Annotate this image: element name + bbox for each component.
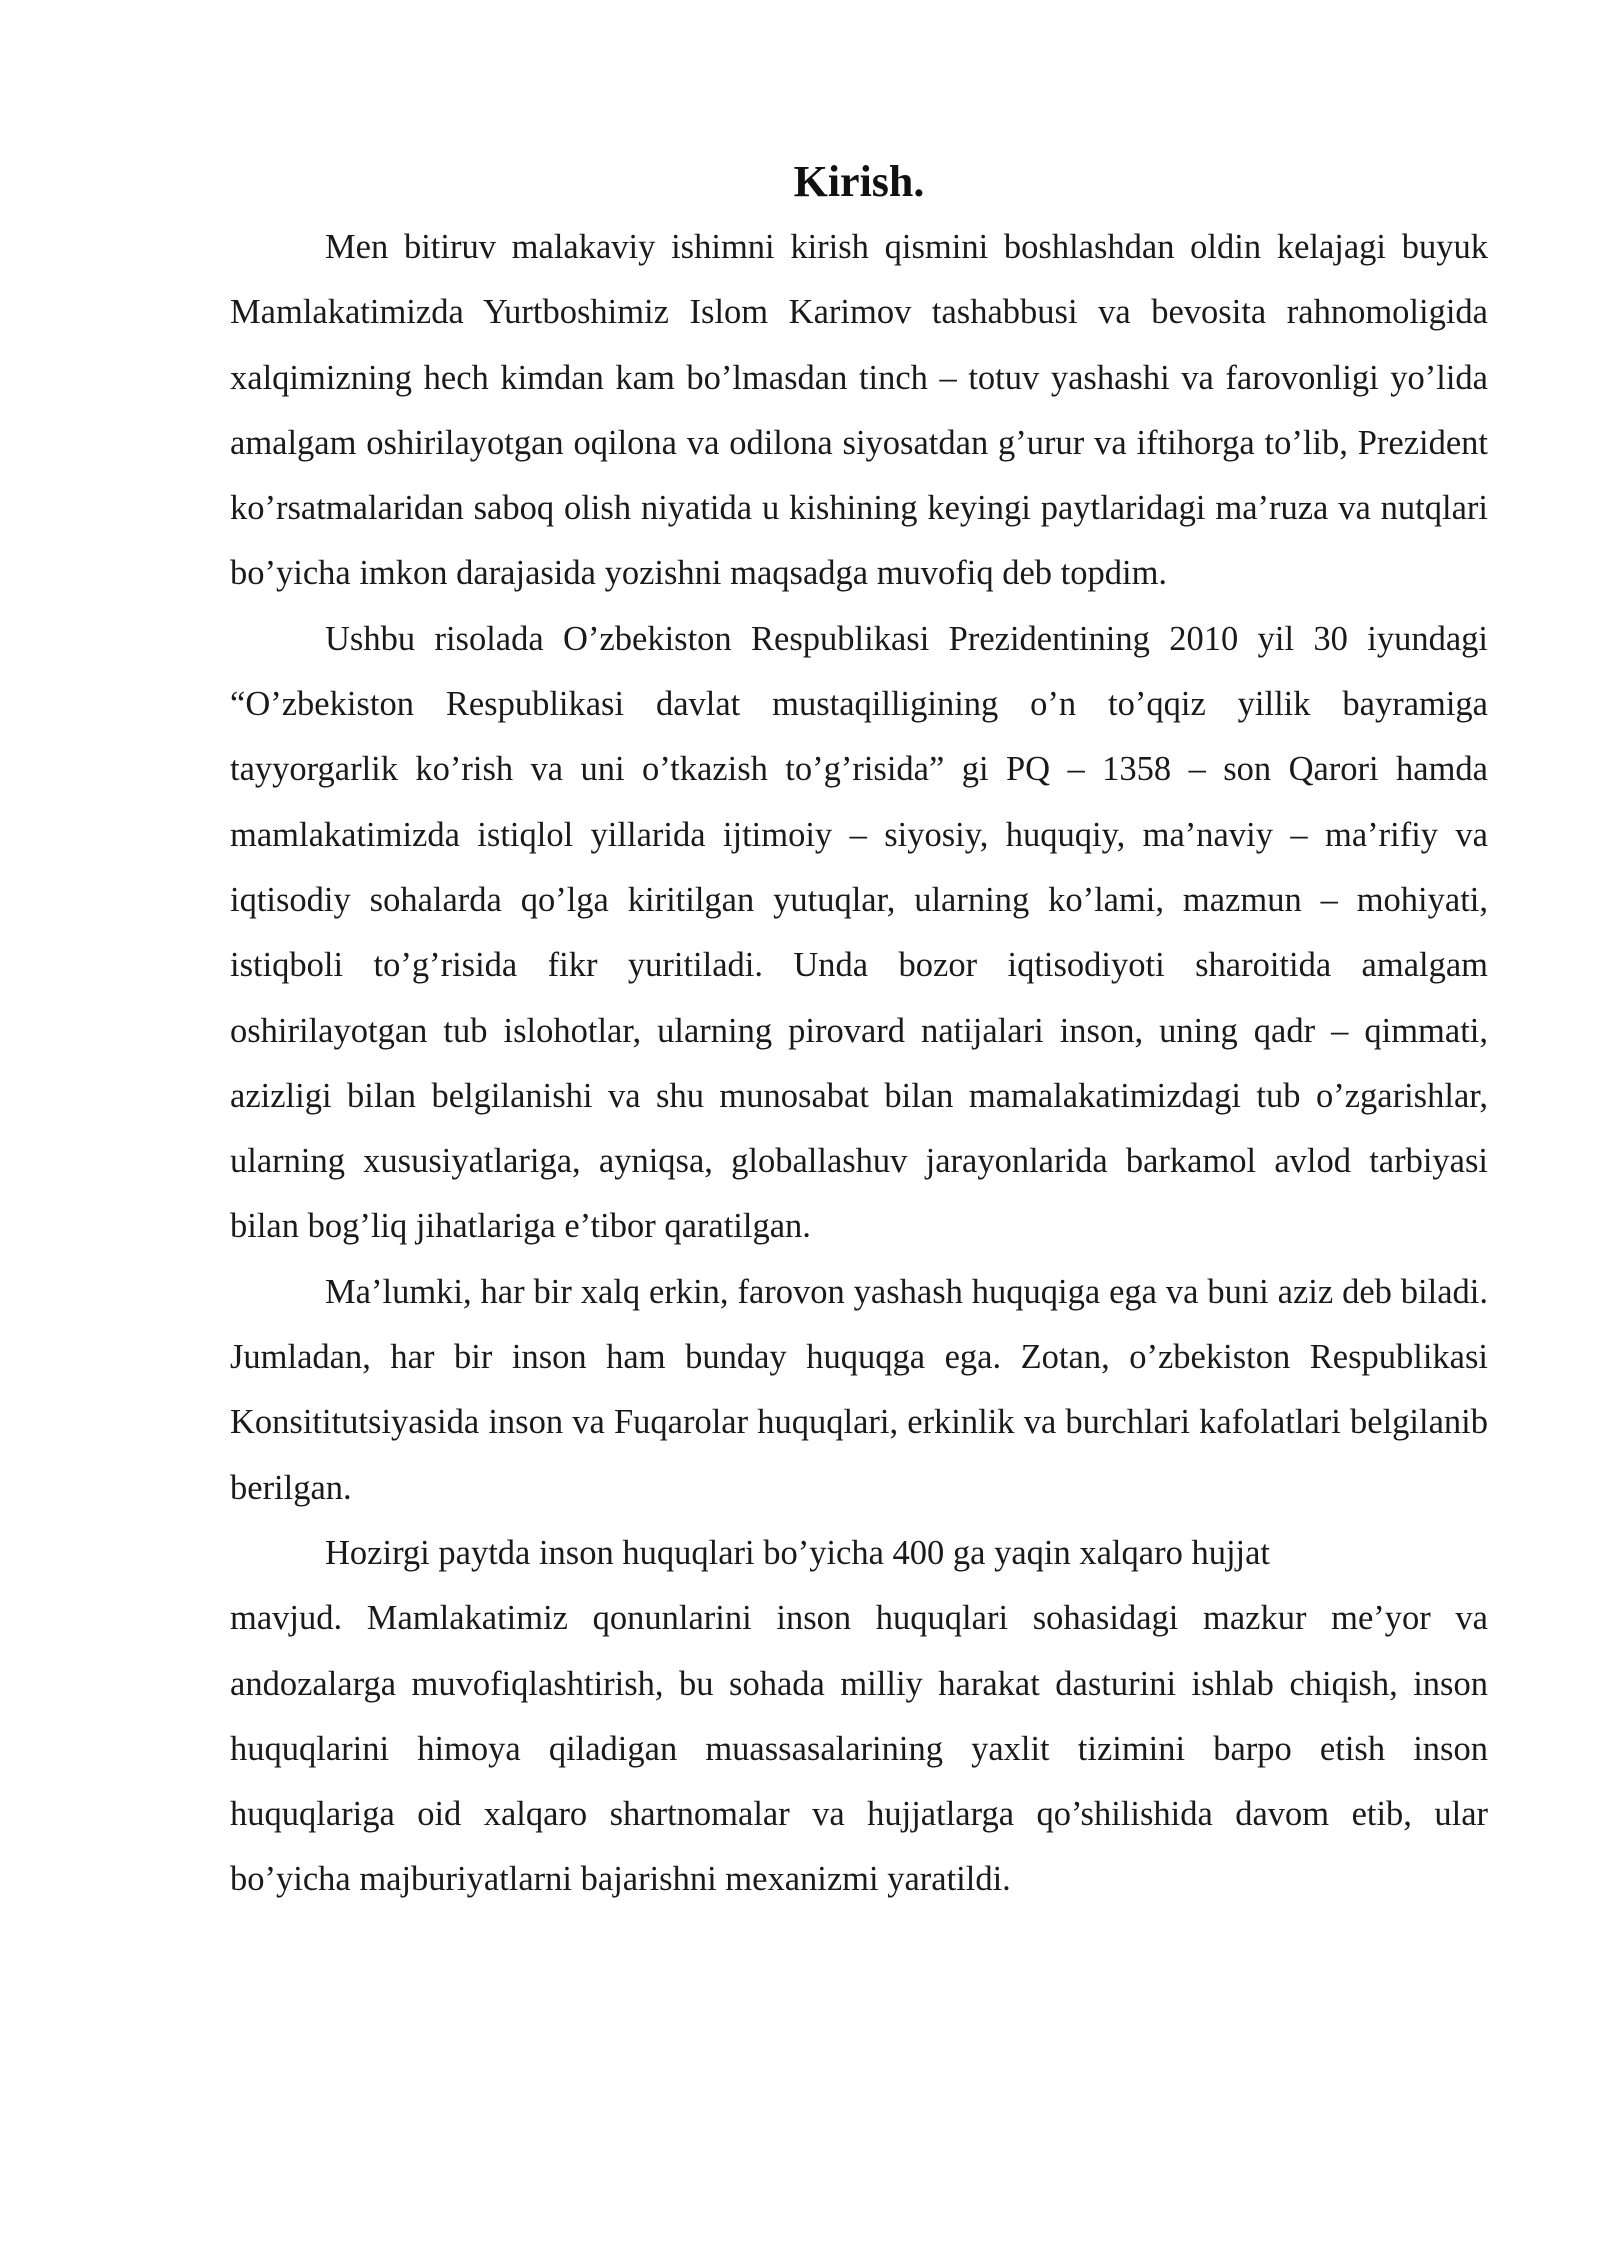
paragraph-4-continuation: mavjud. Mamlakatimiz qonunlarini inson huquqlari sohasidagi mazkur me’yor va andozalarga muvofiqlashtirish, bu sohada milliy harakat dasturini ishlab chiqish, inson huquqlarini himoya qiladigan muassasalarining yaxlit tizimini barpo etish inson huquqlariga oid xalqaro shartnomalar va hujjatlarga qo’shilishida davom etib, ular bo’yicha majburiyatlarni bajarishni mexanizmi yaratildi. [230,1599,1488,1899]
paragraph-2: Ushbu risolada O’zbekiston Respublikasi Prezidentining 2010 yil 30 iyundagi “O’zbekiston Respublikasi davlat mustaqilligining o’n to’qqiz yillik bayramiga tayyorgarlik ko’rish va uni o’tkazish to’g’risida” gi PQ – 1358 – son Qarori hamda mamlakatimizda istiqlol yillarida ijtimoiy – siyosiy, huquqiy, ma’naviy – ma’rifiy va iqtisodiy sohalarda qo’lga kiritilgan yutuqlar, ularning ko’lami, mazmun – mohiyati, istiqboli to’g’risida fikr yuritiladi. Unda bozor iqtisodiyoti sharoitida amalgam oshirilayotgan tub islohotlar, ularning pirovard natijalari inson, uning qadr – qimmati, azizligi bilan belgilanishi va shu munosabat bilan mamalakatimizdagi tub o’zgarishlar, ularning xususiyatlariga, ayniqsa, globallashuv jarayonlarida barkamol avlod tarbiyasi bilan bog’liq jihatlariga e’tibor qaratilgan. [230,619,1488,1246]
document-body [230,150,1488,1913]
paragraph-4-first-line: Hozirgi paytda inson huquqlari bo’yicha 400 ga yaqin xalqaro hujjat [325,1533,1271,1572]
paragraph-3: Ma’lumki, har bir xalq erkin, farovon yashash huquqiga ega va buni aziz deb biladi. Jumladan, har bir inson ham bunday huquqga ega. Zotan, o’zbekiston Respublikasi Konsititutsiyasida inson va Fuqarolar huquqlari, erkinlik va burchlari kafolatlari belgilanib berilgan. [230,1272,1488,1507]
paragraph-1: Men bitiruv malakaviy ishimni kirish qismini boshlashdan oldin kelajagi buyuk Mamlakatimizda Yurtboshimiz Islom Karimov tashabbusi va bevosita rahnomoligida xalqimizning hech kimdan kam bo’lmasdan tinch – totuv yashashi va farovonligi yo’lida amalgam oshirilayotgan oqilona va odilona siyosatdan g’urur va iftihorga to’lib, Prezident ko’rsatmalaridan saboq olish niyatida u kishining keyingi paytlaridagi ma’ruza va nutqlari bo’yicha imkon darajasida yozishni maqsadga muvofiq deb topdim. [230,228,1488,593]
page-title: Kirish. [793,157,925,206]
